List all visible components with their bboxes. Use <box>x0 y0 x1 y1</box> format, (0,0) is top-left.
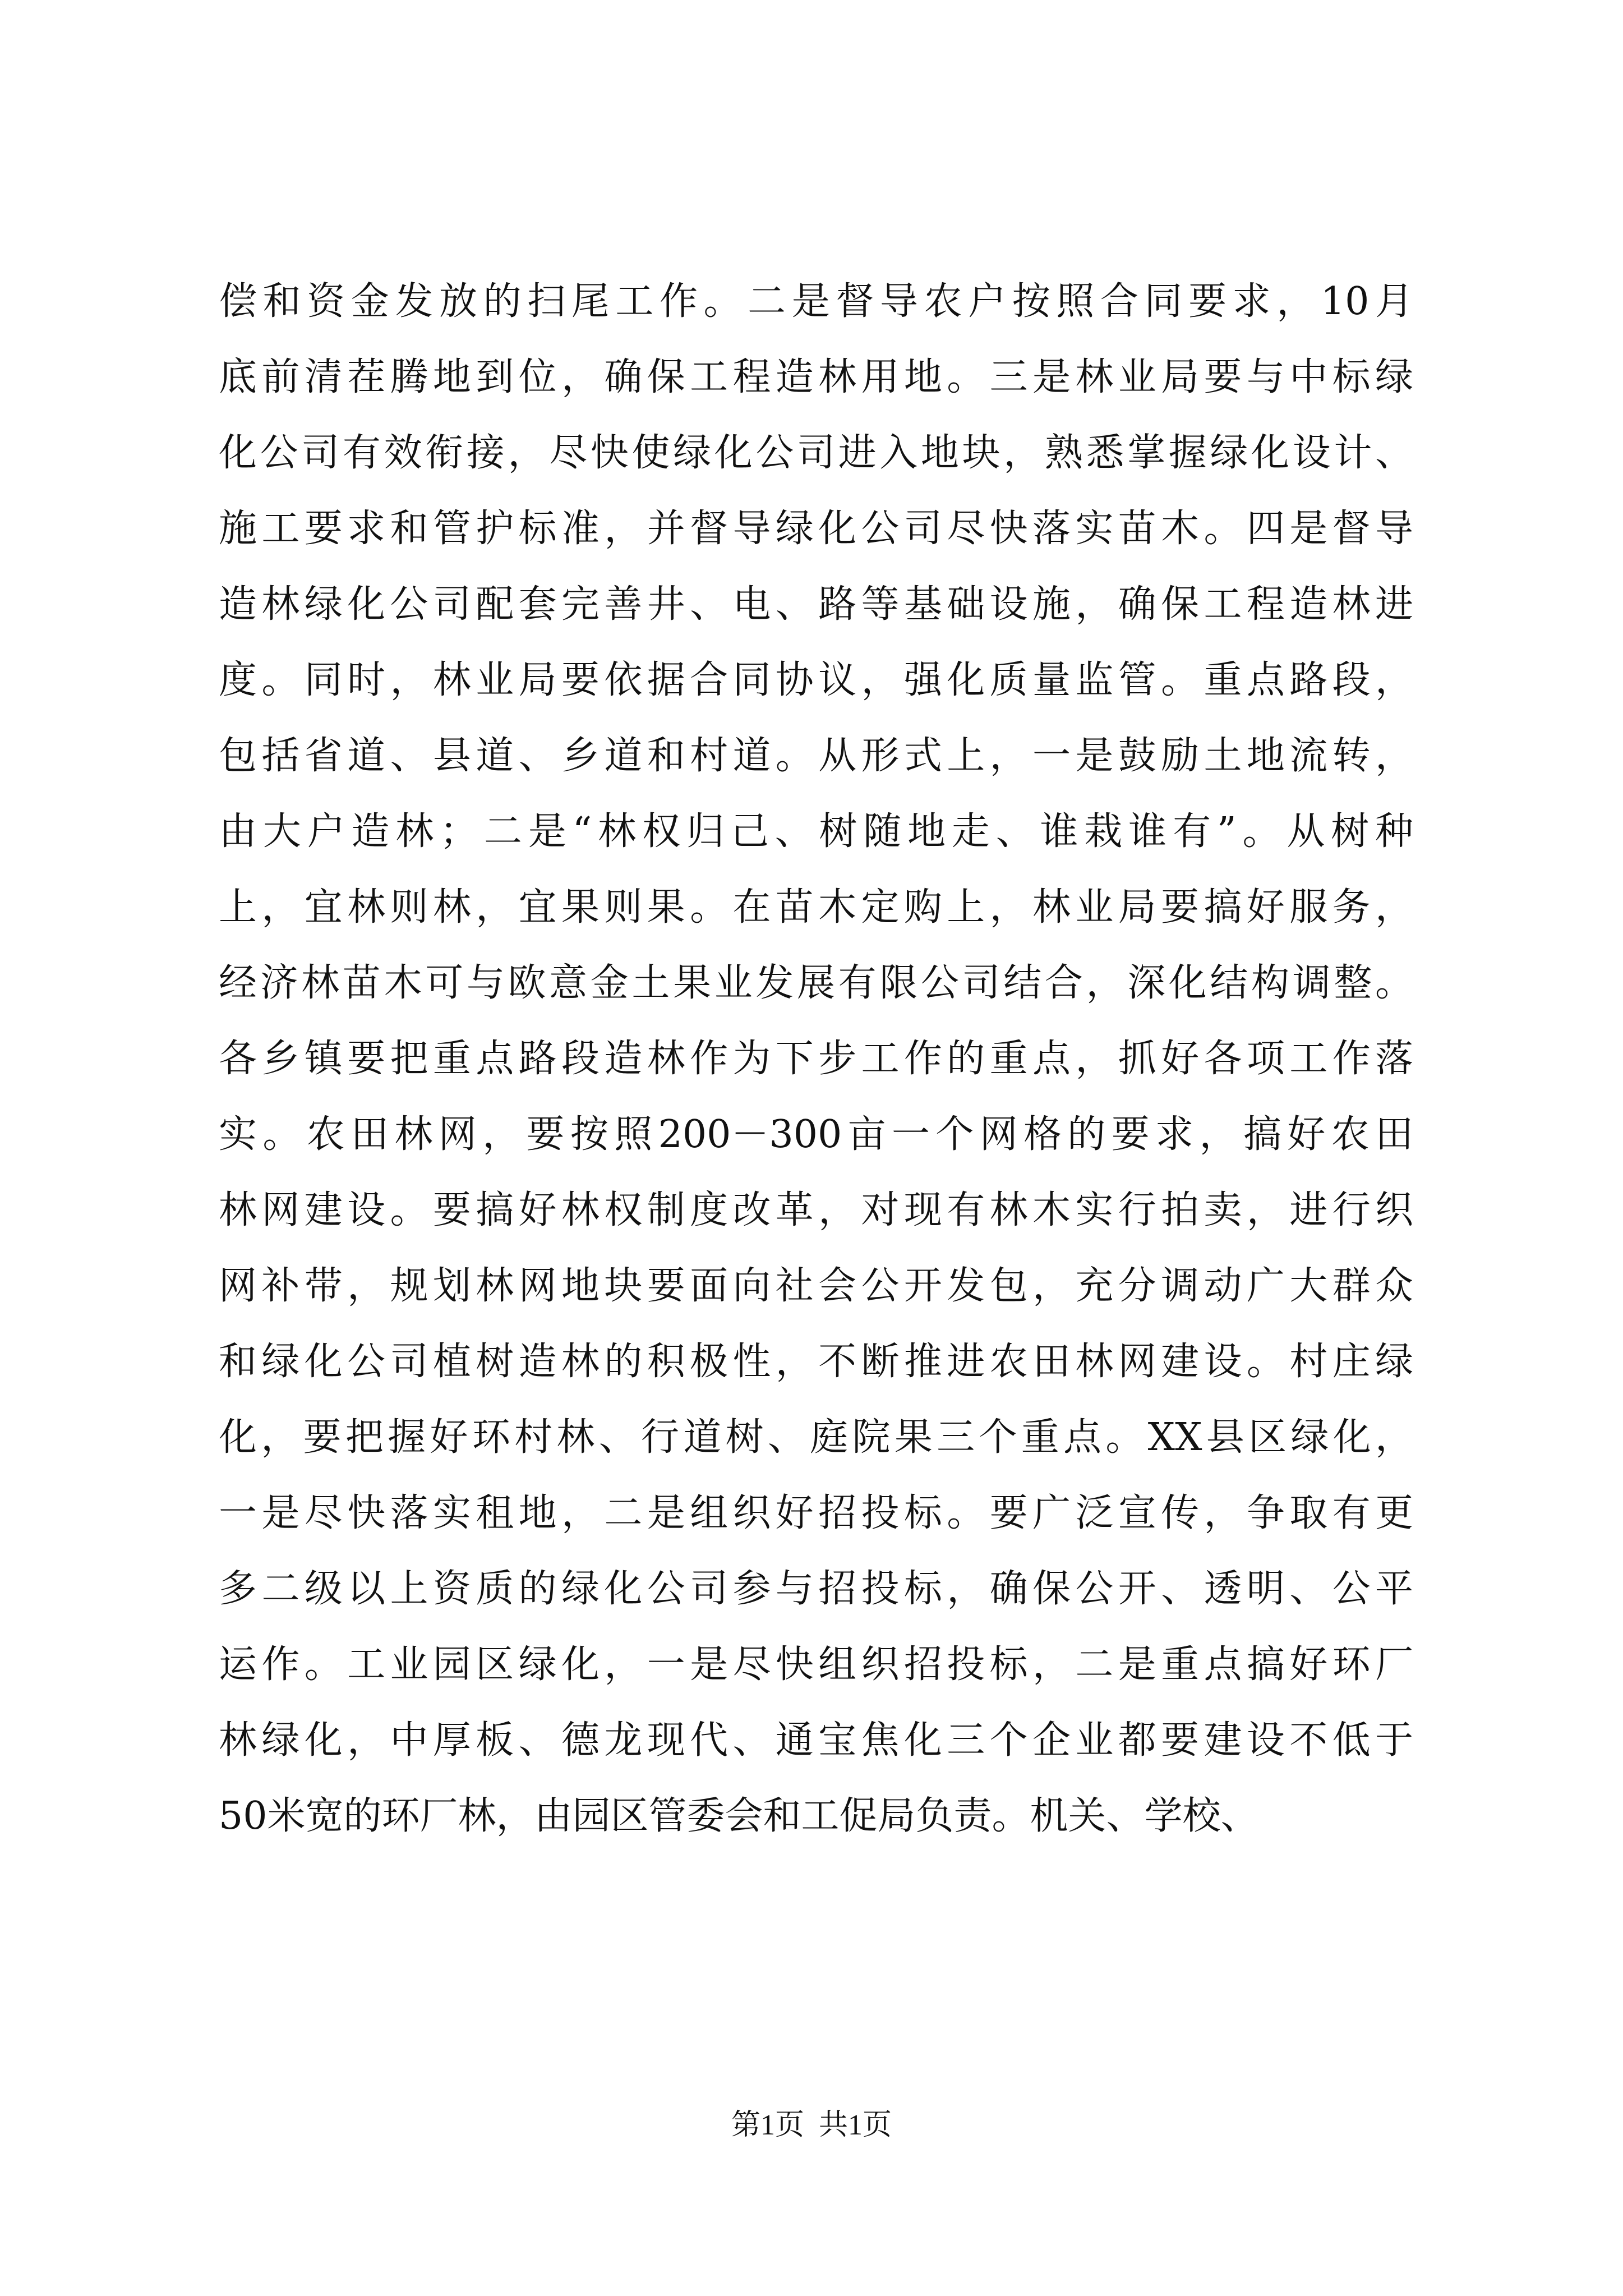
text-line: 经济林苗木可与欧意金土果业发展有限公司结合，深化结构调整。 <box>219 961 1413 1005</box>
text-line: 化，要把握好环村林、行道树、庭院果三个重点。XX县区绿化， <box>219 1415 1413 1460</box>
text-line: 度。同时，林业局要依据合同协议，强化质量监管。重点路段， <box>219 658 1413 702</box>
text-line: 运作。工业园区绿化，一是尽快组织招投标，二是重点搞好环厂 <box>219 1642 1413 1687</box>
text-line: 包括省道、县道、乡道和村道。从形式上，一是鼓励土地流转， <box>219 734 1413 778</box>
text-line: 偿和资金发放的扫尾工作。二是督导农户按照合同要求，10月 <box>219 279 1413 324</box>
text-line: 实。农田林网，要按照200－300亩一个网格的要求，搞好农田 <box>219 1112 1413 1157</box>
text-line: 多二级以上资质的绿化公司参与招投标，确保公开、透明、公平 <box>219 1567 1413 1611</box>
text-line: 上，宜林则林，宜果则果。在苗木定购上，林业局要搞好服务， <box>219 885 1413 930</box>
text-line: 和绿化公司植树造林的积极性，不断推进农田林网建设。村庄绿 <box>219 1340 1413 1384</box>
text-line: 网补带，规划林网地块要面向社会公开发包，充分调动广大群众 <box>219 1264 1413 1308</box>
text-line: 由大户造林；二是“林权归己、树随地走、谁栽谁有”。从树种 <box>219 809 1413 854</box>
text-line: 各乡镇要把重点路段造林作为下步工作的重点，抓好各项工作落 <box>219 1037 1413 1081</box>
text-line: 一是尽快落实租地，二是组织好招投标。要广泛宣传，争取有更 <box>219 1491 1413 1535</box>
text-line: 林绿化，中厚板、德龙现代、通宝焦化三个企业都要建设不低于 <box>219 1718 1413 1763</box>
page-footer: 第1页 共1页 <box>731 2109 892 2141</box>
text-line: 50米宽的环厂林，由园区管委会和工促局负责。机关、学校、 <box>219 1794 1259 1838</box>
text-line: 造林绿化公司配套完善井、电、路等基础设施，确保工程造林进 <box>219 582 1413 627</box>
document-body <box>219 264 1413 1854</box>
text-line: 施工要求和管护标准，并督导绿化公司尽快落实苗木。四是督导 <box>219 507 1413 551</box>
text-line: 林网建设。要搞好林权制度改革，对现有林木实行拍卖，进行织 <box>219 1188 1413 1232</box>
text-line: 化公司有效衔接，尽快使绿化公司进入地块，熟悉掌握绿化设计、 <box>219 431 1413 475</box>
text-line: 底前清茬腾地到位，确保工程造林用地。三是林业局要与中标绿 <box>219 355 1413 399</box>
